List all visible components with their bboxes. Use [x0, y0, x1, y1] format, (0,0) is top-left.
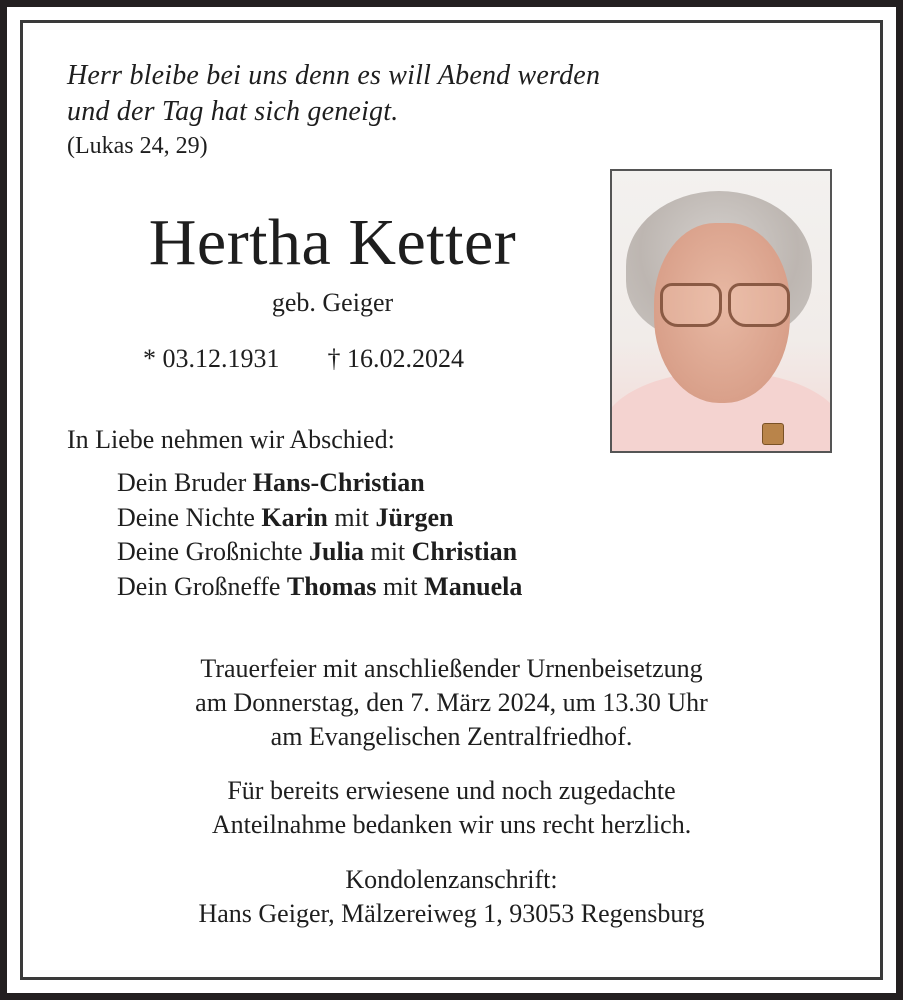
- maiden-name: geb. Geiger: [271, 288, 394, 317]
- verse-line: Herr bleibe bei uns denn es will Abend werden: [67, 60, 601, 91]
- ceremony-info: [0, 652, 903, 754]
- mourner-connector: mit: [334, 502, 370, 532]
- ceremony-line: am Evangelischen Zentralfriedhof.: [270, 722, 633, 751]
- mourner-relation: Dein Großneffe: [117, 571, 281, 601]
- portrait-photo: [610, 169, 832, 453]
- bible-verse: [67, 58, 600, 130]
- mourner-row: [117, 535, 522, 570]
- ceremony-line: Trauerfeier mit anschließender Urnenbeisetzung: [200, 654, 703, 683]
- birth-date: * 03.12.1931: [143, 344, 280, 373]
- mourner-relation: Deine Großnichte: [117, 537, 303, 566]
- glasses-icon: [660, 283, 722, 327]
- condolence-address-line: Hans Geiger, Mälzereiweg 1, 93053 Regensburg: [198, 899, 705, 928]
- life-dates: [143, 343, 464, 375]
- mourner-partner: Jürgen: [375, 502, 454, 532]
- verse-reference: (Lukas 24, 29): [67, 133, 208, 159]
- mourner-row: [117, 466, 522, 501]
- glasses-icon: [728, 283, 790, 327]
- thanks-line: Anteilnahme bedanken wir uns recht herzlich.: [211, 810, 692, 839]
- brooch-icon: [762, 423, 784, 445]
- verse-line: und der Tag hat sich geneigt.: [67, 96, 399, 127]
- mourner-row: [117, 570, 522, 605]
- mourner-relation: Dein Bruder: [117, 468, 247, 497]
- mourner-name: Karin: [261, 502, 328, 532]
- mourner-name: Thomas: [286, 571, 377, 601]
- ceremony-line: am Donnerstag, den 7. März 2024, um 13.30 Uhr: [195, 688, 708, 717]
- condolence-address: [0, 863, 903, 931]
- mourners-list: [117, 466, 522, 604]
- mourner-partner: Christian: [411, 537, 518, 566]
- thanks-note: [0, 774, 903, 842]
- deceased-name: Hertha Ketter: [148, 206, 517, 279]
- mourner-name: Julia: [309, 537, 364, 566]
- condolence-label: Kondolenzanschrift:: [345, 865, 558, 894]
- death-date: † 16.02.2024: [327, 344, 464, 373]
- mourner-partner: Manuela: [424, 571, 523, 601]
- thanks-line: Für bereits erwiesene und noch zugedachte: [227, 776, 676, 805]
- mourner-row: [117, 501, 522, 536]
- mourner-connector: mit: [370, 537, 406, 566]
- mourner-connector: mit: [382, 571, 418, 601]
- farewell-heading: In Liebe nehmen wir Abschied:: [67, 425, 395, 454]
- mourner-relation: Deine Nichte: [117, 502, 255, 532]
- mourner-name: Hans-Christian: [252, 468, 425, 497]
